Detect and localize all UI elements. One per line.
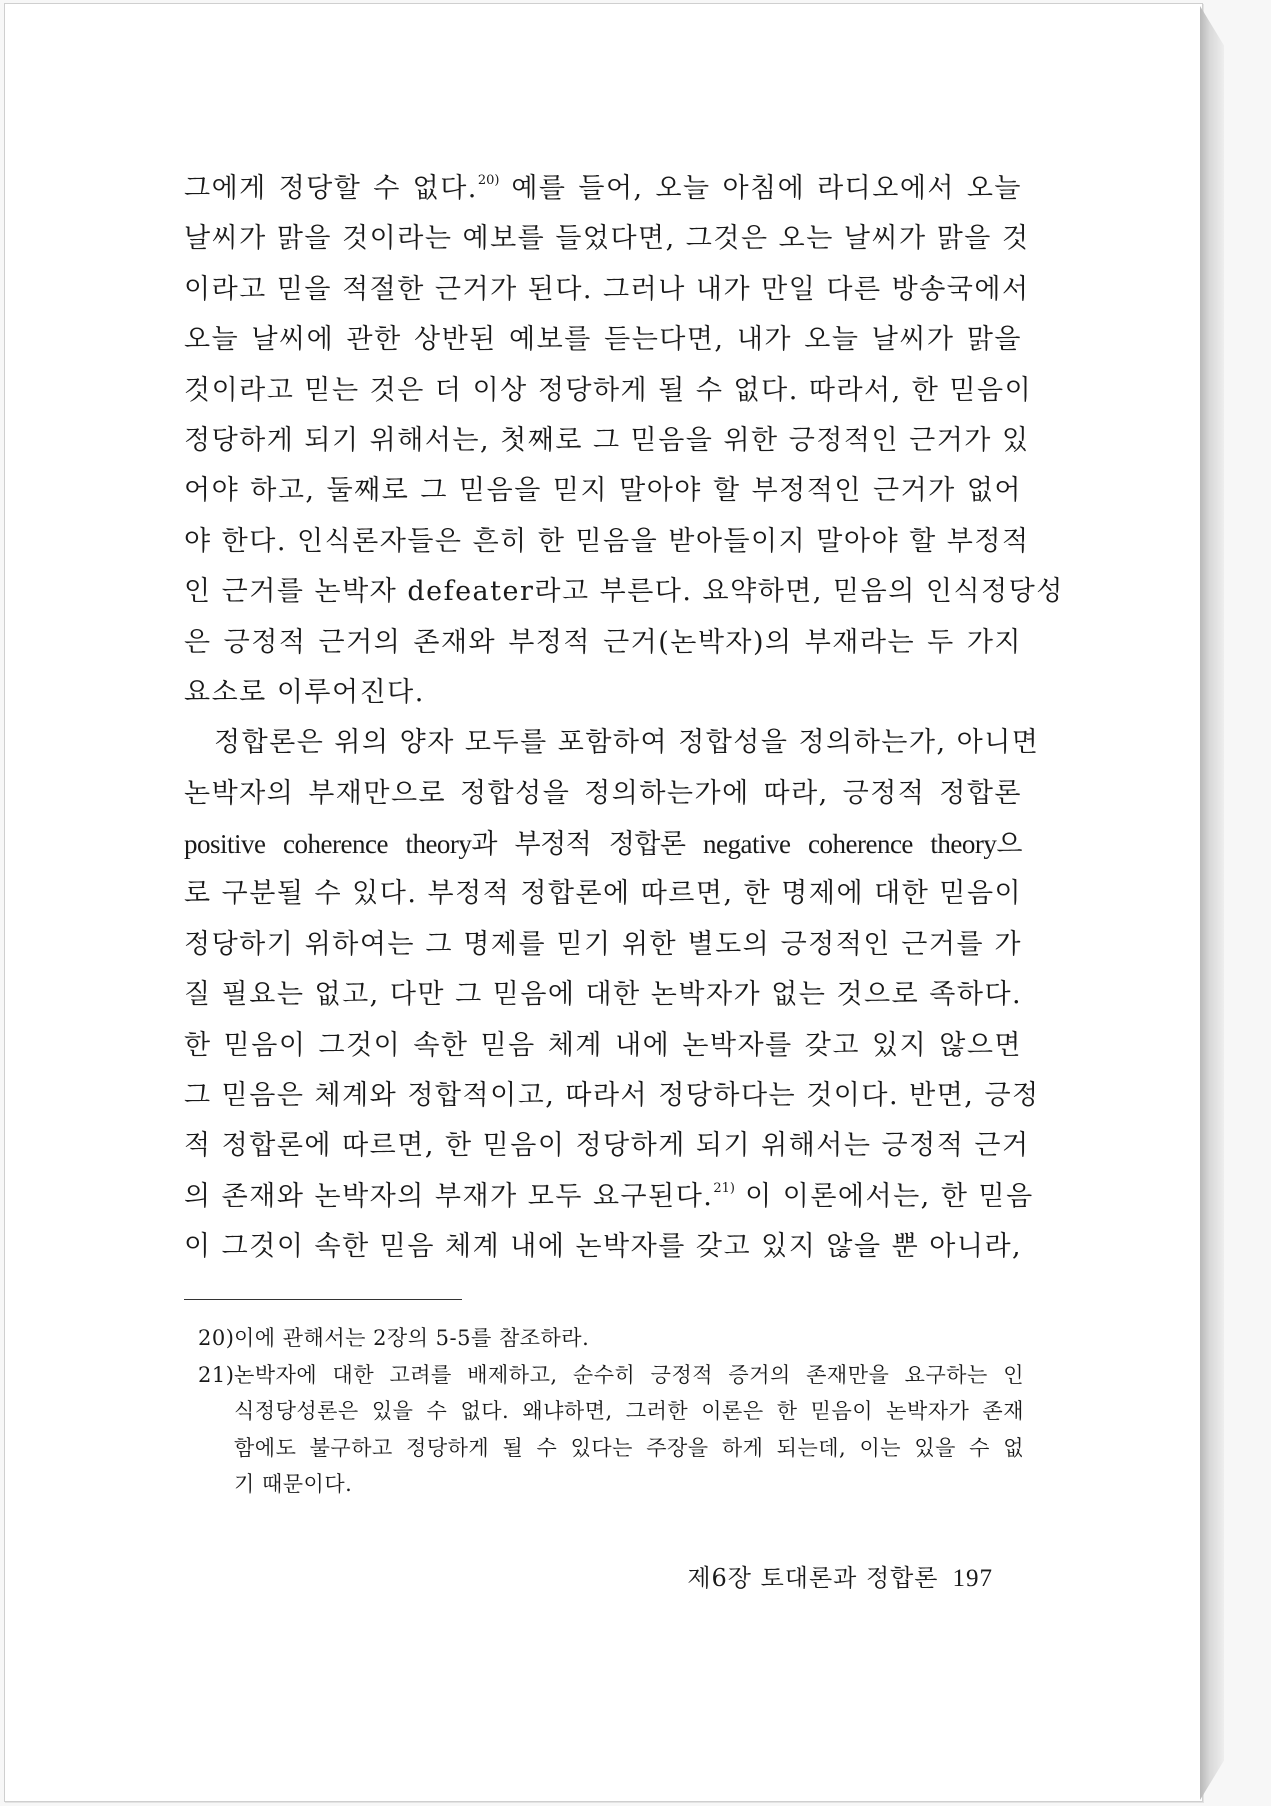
body-line: 이 그것이 속한 믿음 체계 내에 논박자를 갖고 있지 않을 뿐 아니라, [184, 1231, 1023, 1263]
body-line: 어야 하고, 둘째로 그 믿음을 믿지 말아야 할 부정적인 근거가 없어 [184, 475, 1022, 507]
footnote-text: 논박자에 대한 고려를 배제하고, 순수히 긍정적 증거의 존재만을 요구하는 인 [234, 1362, 1024, 1387]
chapter-title: 제6장 토대론과 정합론 [687, 1564, 939, 1592]
body-line: 논박자의 부재만으로 정합성을 정의하는가에 따라, 긍정적 정합론 [184, 777, 1022, 809]
body-line: 정합론은 위의 양자 모두를 포함하여 정합성을 정의하는가, 아니면 [214, 727, 1040, 759]
running-footer [687, 1558, 993, 1593]
footnote-21 [198, 1357, 1024, 1394]
body-line: 정당하게 되기 위해서는, 첫째로 그 믿음을 위한 긍정적인 근거가 있 [184, 424, 1030, 456]
footnote-20 [198, 1320, 1024, 1357]
footnote-text: 식정당성론은 있을 수 없다. 왜냐하면, 그러한 이론은 한 믿음이 논박자가 존재 [234, 1399, 1024, 1424]
body-line: 오늘 날씨에 관한 상반된 예보를 듣는다면, 내가 오늘 날씨가 맑을 [184, 324, 1022, 356]
page-edge [1200, 6, 1224, 1800]
body-text [184, 164, 1064, 1273]
body-line: 의 존재와 논박자의 부재가 모두 요구된다.$^{21)}$ 이 이론에서는, 한 믿음 [184, 1180, 1034, 1212]
body-line: 은 긍정적 근거의 존재와 부정적 근거(논박자)의 부재라는 두 가지 [184, 626, 1022, 658]
footnotes [198, 1320, 1024, 1503]
footnote-text: 함에도 불구하고 정당하게 될 수 있다는 주장을 하게 되는데, 이는 있을 수 없 [234, 1435, 1024, 1460]
footnote-text: 기 때문이다. [234, 1472, 353, 1497]
body-line: 적 정합론에 따르면, 한 믿음이 정당하게 되기 위해서는 긍정적 근거 [184, 1130, 1030, 1162]
body-line: 이라고 믿을 적절한 근거가 된다. 그러나 내가 만일 다른 방송국에서 [184, 273, 1030, 305]
body-line: 한 믿음이 그것이 속한 믿음 체계 내에 논박자를 갖고 있지 않으면 [184, 1029, 1022, 1061]
body-line: 날씨가 맑을 것이라는 예보를 들었다면, 그것은 오는 날씨가 맑을 것 [184, 223, 1030, 255]
body-line: 인 근거를 논박자 defeater라고 부른다. 요약하면, 믿음의 인식정당성 [184, 576, 1064, 608]
body-line: 야 한다. 인식론자들은 흔히 한 믿음을 받아들이지 말아야 할 부정적 [184, 525, 1030, 557]
body-line: positive coherence theory과 부정적 정합론 negative coherence theory으 [184, 829, 1022, 860]
page-number: 197 [952, 1565, 993, 1592]
footnote-number: 21) [198, 1362, 235, 1387]
footnote-ref[interactable]: 20) [477, 173, 500, 188]
body-line: 요소로 이루어진다. [184, 676, 425, 708]
footnote-ref[interactable]: 21) [713, 1180, 736, 1196]
footnote-divider [184, 1299, 462, 1300]
body-line: 그 믿음은 체계와 정합적이고, 따라서 정당하다는 것이다. 반면, 긍정 [184, 1080, 1040, 1112]
body-line: 것이라고 믿는 것은 더 이상 정당하게 될 수 없다. 따라서, 한 믿음이 [184, 374, 1033, 406]
body-line: 질 필요는 없고, 다만 그 믿음에 대한 논박자가 없는 것으로 족하다. [184, 979, 1023, 1011]
footnote-number: 20) [198, 1326, 235, 1350]
footnote-text: 이에 관해서는 2장의 5-5를 참조하라. [234, 1326, 590, 1350]
body-line: 로 구분될 수 있다. 부정적 정합론에 따르면, 한 명제에 대한 믿음이 [184, 878, 1023, 910]
body-line: 그에게 정당할 수 없다.$^{20)}$ 예를 들어, 오늘 아침에 라디오에서 오늘 [184, 173, 1022, 204]
body-line: 정당하기 위하여는 그 명제를 믿기 위한 별도의 긍정적인 근거를 가 [184, 928, 1022, 960]
